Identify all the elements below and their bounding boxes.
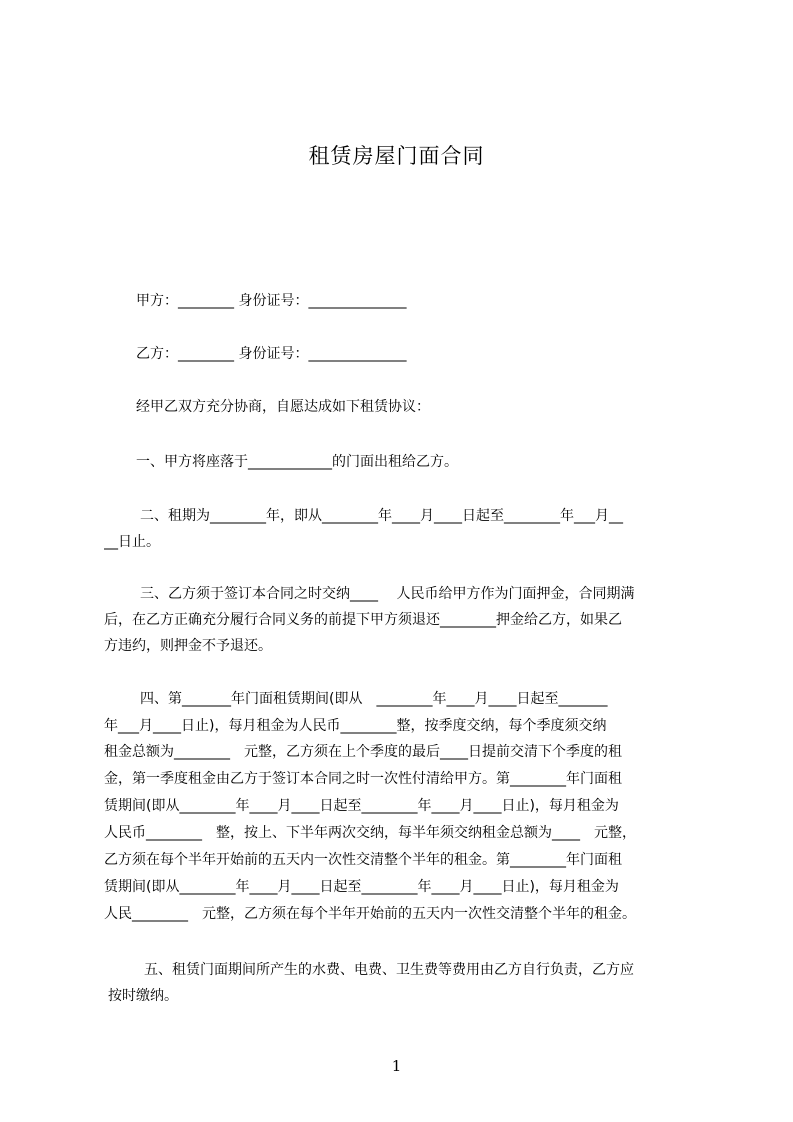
clause-5-line-2: 按时缴纳。 — [108, 988, 178, 1004]
clause-4-line-2: 年___月____日止)，每月租金为人民币________整，按季度交纳，每个季度须交纳 — [104, 718, 607, 734]
clause-3-line-2: 后，在乙方正确充分履行合同义务的前提下甲方须退还________押金给乙方，如果乙 — [104, 612, 622, 628]
clause-4-line-3: 租金总额为________ 元整，乙方须在上个季度的最后____日提前交清下个季度的租 — [104, 744, 622, 760]
clause-2-line-2: __日止。 — [104, 534, 160, 550]
clause-4-line-4: 金，第一季度租金由乙方于签订本合同之时一次性付清给甲方。第________年门面租 — [104, 771, 622, 787]
clause-2-line-1: 二、租期为________年，即从________年____月____日起至________年___月__ — [140, 508, 623, 524]
clause-1: 一、甲方将座落于____________的门面出租给乙方。 — [136, 454, 458, 470]
clause-4-line-7: 乙方须在每个半年开始前的五天内一次性交清整个半年的租金。第________年门面租 — [104, 852, 622, 868]
document-title: 租赁房屋门面合同 — [308, 144, 485, 168]
clause-4-line-1: 四、第_______年门面租赁期间(即从 ________年____月____日起至_______ — [140, 691, 608, 707]
clause-4-line-9: 人民________ 元整，乙方须在每个半年开始前的五天内一次性交清整个半年的租金。 — [104, 906, 636, 922]
party-a-line: 甲方：________ 身份证号：______________ — [136, 293, 407, 309]
clause-4-line-5: 赁期间(即从________年____月____日起至________年____月____日止)，每月租金为 — [104, 798, 619, 814]
page-number: 1 — [391, 1057, 402, 1075]
clause-3-line-3: 方违约，则押金不予退还。 — [104, 638, 272, 654]
clause-3-line-1: 三、乙方须于签订本合同之时交纳____ 人民币给甲方作为门面押金，合同期满 — [140, 586, 635, 602]
clause-4-line-6: 人民币________ 整，按上、下半年两次交纳，每半年须交纳租金总额为____ 元整， — [104, 825, 636, 841]
clause-5-line-1: 五、租赁门面期间所产生的水费、电费、卫生费等费用由乙方自行负责，乙方应 — [144, 962, 634, 978]
clause-4-line-8: 赁期间(即从________年____月____日起至________年____月____日止)，每月租金为 — [104, 879, 619, 895]
party-b-line: 乙方：________ 身份证号：______________ — [136, 346, 407, 362]
intro-paragraph: 经甲乙双方充分协商，自愿达成如下租赁协议： — [136, 399, 430, 415]
